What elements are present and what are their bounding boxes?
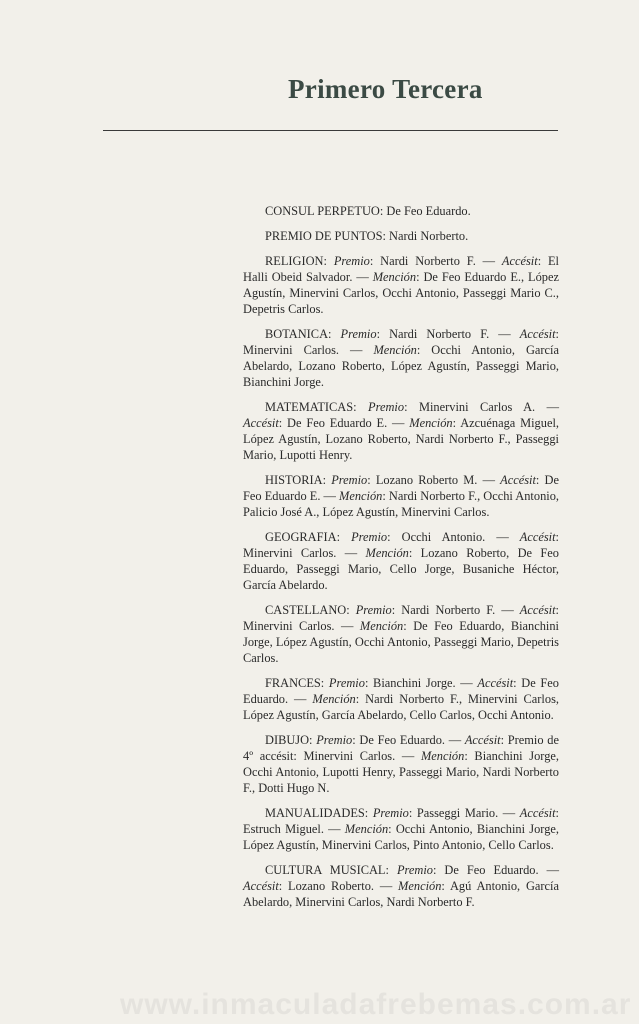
award-term: Premio [316,733,353,747]
award-text: GEOGRAFIA: [265,530,352,544]
award-term: Mención [365,546,409,560]
award-text: FRANCES: [265,676,329,690]
award-term: Mención [398,879,442,893]
award-entry [243,732,559,796]
award-text: MANUALIDADES: [265,806,373,820]
award-text: BOTANICA: [265,327,341,341]
award-text: : Premio de 4º accésit: Minervini Carlos. — [243,733,559,763]
watermark-text: www.inmaculadafrebemas.com.ar [120,988,632,1021]
award-entry [243,399,559,463]
award-term: Premio [333,254,370,268]
award-text: DIBUJO: [265,733,317,747]
award-text: : Agú Antonio, García Abelardo, Minervini Carlos, Nardi Norberto F. [243,879,559,909]
award-text: MATEMATICAS: [265,400,369,414]
award-entry [243,529,559,593]
award-text: : De Feo Eduardo, Bianchini Jorge, López Agustín, Occhi Antonio, Passeggi Mario, Depetris Carlos. [243,619,559,665]
award-term: Mención [339,489,383,503]
award-term: Premio [340,327,377,341]
award-text: : El Halli Obeid Salvador. — [243,254,559,284]
award-term: Mención [373,343,417,357]
award-text: PREMIO DE PUNTOS: Nardi Norberto. [265,229,469,243]
award-text: : Nardi Norberto F. — [376,327,520,341]
award-text: CASTELLANO: [265,603,356,617]
award-entry [243,326,559,390]
award-text: : Nardi Norberto F. — [369,254,502,268]
award-term: Accésit [500,473,536,487]
award-text: : Minervini Carlos A. — [404,400,559,414]
award-text: : Lozano Roberto M. — [367,473,501,487]
award-text: RELIGION: [265,254,334,268]
award-entry [243,472,559,520]
award-text: : Passeggi Mario. — [408,806,520,820]
award-text: : De Feo Eduardo. — [432,863,559,877]
award-term: Accésit [519,327,556,341]
award-text: : Minervini Carlos. — [243,530,559,560]
award-term: Mención [312,692,356,706]
awards-list [243,203,559,919]
award-text: : Nardi Norberto F. — [391,603,520,617]
award-text: : Nardi Norberto F., Occhi Antonio, Palicio José A., López Agustín, Minervini Carlos. [243,489,559,519]
award-term: Accésit [519,806,556,820]
award-term: Premio [351,530,388,544]
award-text: CULTURA MUSICAL: [265,863,397,877]
award-term: Premio [368,400,405,414]
award-term: Mención [420,749,465,763]
award-term: Accésit [501,254,538,268]
award-term: Premio [372,806,409,820]
award-term: Accésit [519,530,556,544]
award-text: : Occhi Antonio, García Abelardo, Lozano Roberto, López Agustín, Passeggi Mario, Bianchini Jorge. [243,343,559,389]
award-text: CONSUL PERPETUO: De Feo Eduardo. [265,204,471,218]
award-term: Accésit [519,603,556,617]
award-entry [243,805,559,853]
award-term: Premio [355,603,392,617]
award-term: Accésit [464,733,501,747]
award-term: Mención [409,416,453,430]
award-text: : Nardi Norberto F., Minervini Carlos, López Agustín, García Abelardo, Cello Carlos, Occhi Antonio. [243,692,559,722]
award-text: : Bianchini Jorge. — [364,676,478,690]
award-text: : Azcuénaga Miguel, López Agustín, Lozano Roberto, Nardi Norberto F., Passeggi Mario, Lupotti Henry. [243,416,559,462]
award-text: : Estruch Miguel. — [243,806,559,836]
award-text: : De Feo Eduardo. — [352,733,465,747]
award-text: : Occhi Antonio. — [387,530,520,544]
award-text: : De Feo Eduardo E. — [243,473,559,503]
award-term: Accésit [243,416,279,430]
award-text: : Bianchini Jorge, Occhi Antonio, Lupotti Henry, Passeggi Mario, Nardi Norberto F., Dotti Hugo N. [243,749,559,795]
award-term: Mención [344,822,389,836]
award-term: Accésit [243,879,279,893]
award-term: Mención [359,619,404,633]
award-term: Premio [328,676,365,690]
award-text: : De Feo Eduardo E., López Agustín, Minervini Carlos, Occhi Antonio, Passeggi Mario C., Depetris Carlos. [243,270,560,316]
award-entry [243,675,559,723]
award-entry [243,602,559,666]
award-entry [243,228,559,244]
award-text: : Lozano Roberto. — [278,879,399,893]
award-term: Mención [372,270,417,284]
award-text: : Minervini Carlos. — [243,327,559,357]
award-entry [243,862,559,910]
award-term: Premio [331,473,368,487]
award-entry [243,253,559,317]
award-text: : De Feo Eduardo. — [243,676,559,706]
page-title: Primero Tercera [288,74,483,104]
award-text: : De Feo Eduardo E. — [278,416,410,430]
award-text: HISTORIA: [265,473,332,487]
award-entry [243,203,559,219]
award-text: : Occhi Antonio, Bianchini Jorge, López Agustín, Minervini Carlos, Pinto Antonio, Cello Carlos. [243,822,559,852]
award-term: Premio [396,863,433,877]
award-text: : Lozano Roberto, De Feo Eduardo, Passeggi Mario, Cello Jorge, Busaniche Héctor, García Abelardo. [243,546,559,592]
title-divider [103,130,558,131]
award-text: : Minervini Carlos. — [243,603,559,633]
award-term: Accésit [477,676,514,690]
